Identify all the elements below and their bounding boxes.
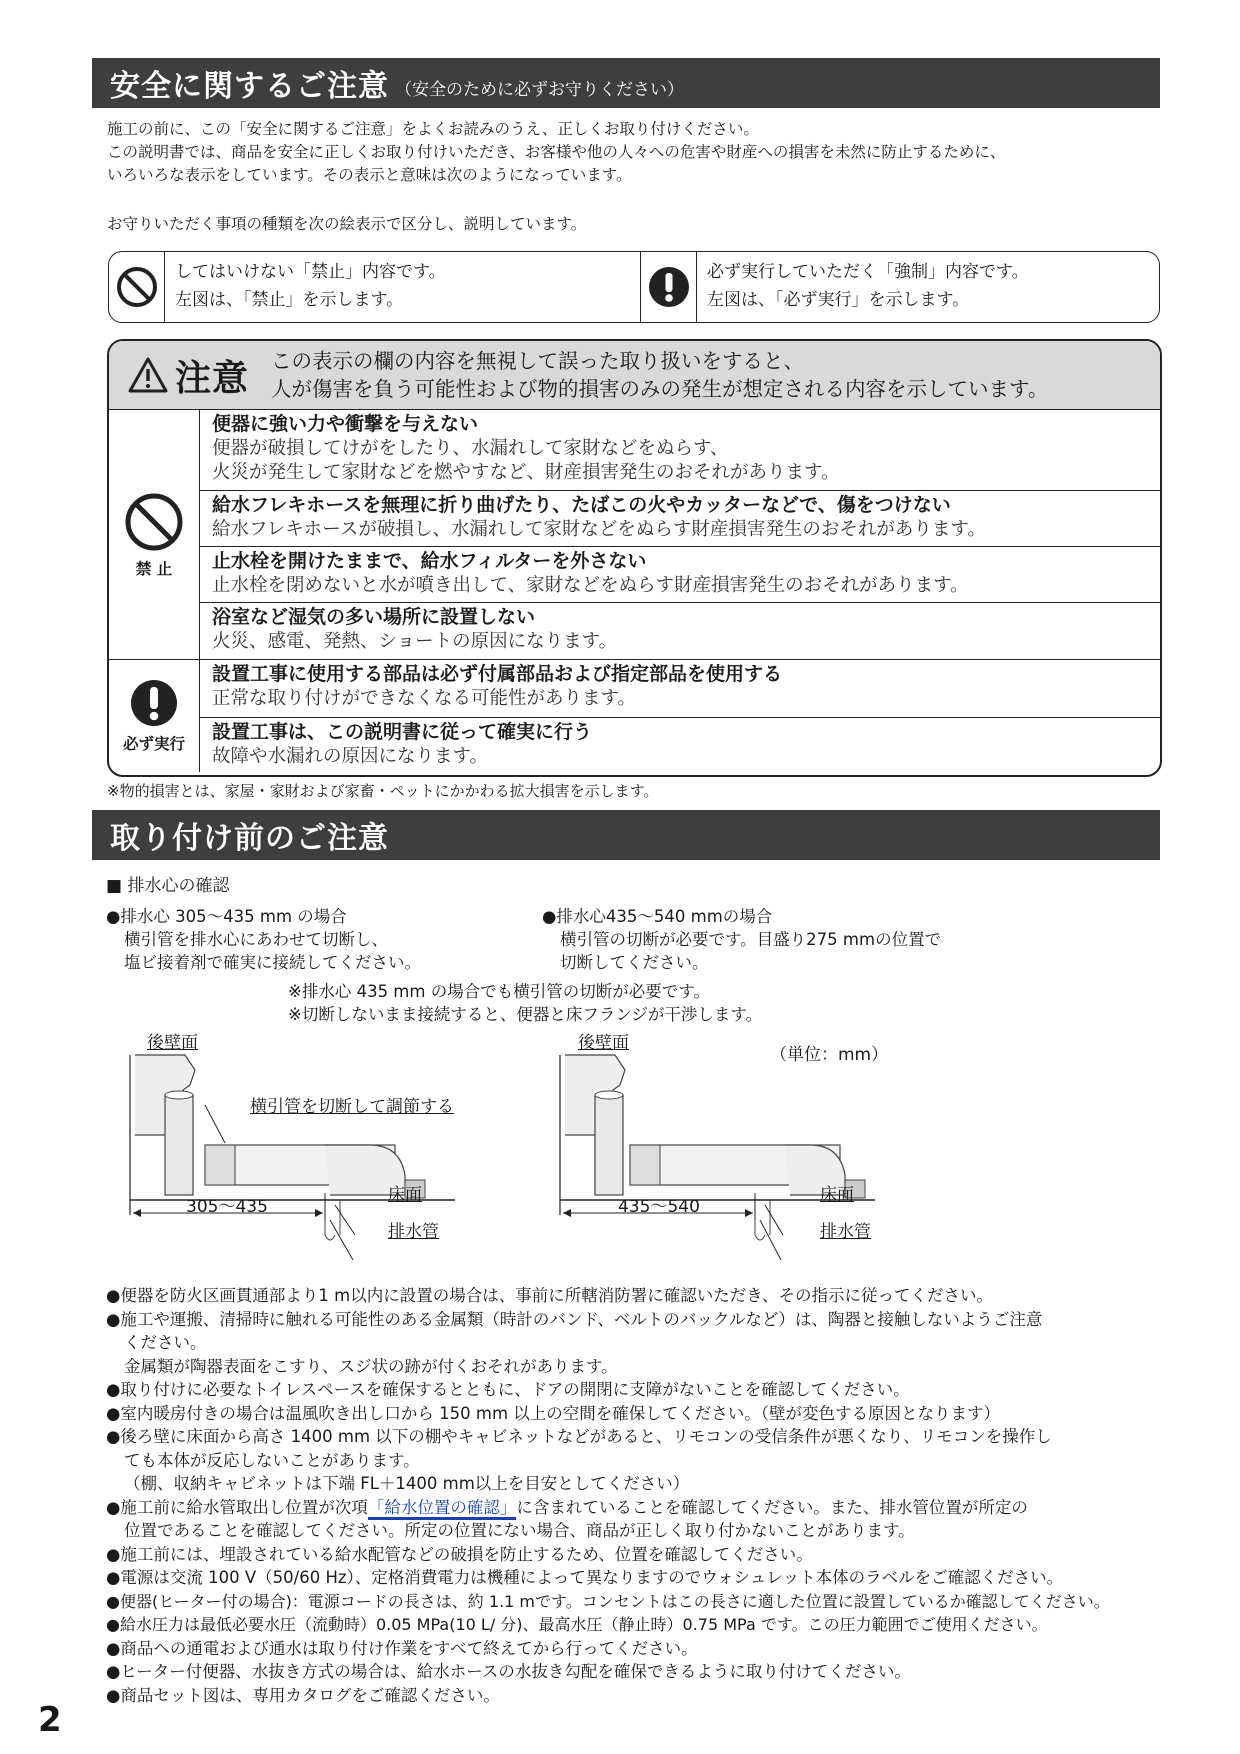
intro-line: いろいろな表示をしています。その表示と意味は次のようになっています。: [107, 166, 632, 184]
item-body: 止水栓を閉めないと水が噴き出して、家財などをぬらす財産損害発生のおそれがあります。: [212, 575, 969, 596]
caution-desc-line: 人が傷害を負う可能性および物的損害のみの発生が想定される内容を示しています。: [271, 377, 1049, 401]
mandatory-item: [200, 718, 1160, 771]
precaution-item: ●便器(ヒーター付の場合)：電源コードの長さは、約 1.1 mです。コンセントはこの長さに適した位置に設置しているか確認してください。: [106, 1591, 1110, 1611]
prohibit-label: 禁 止: [135, 559, 173, 578]
item-heading: 便器に強い力や衝撃を与えない: [212, 413, 479, 435]
link-prefix: ●施工前に給水管取出し位置が次項: [106, 1497, 368, 1517]
safety-subtitle: （安全のために必ずお守りください）: [395, 79, 684, 100]
prohibit-explanation: [165, 252, 641, 322]
mandatory-row: [109, 660, 1160, 772]
precaution-item: ●商品セット図は、専用カタログをご確認ください。: [106, 1685, 500, 1705]
range-label-2: 435〜540: [618, 1197, 700, 1217]
mandatory-icon: [129, 678, 179, 728]
caution-footnote: ※物的損害とは、家屋・家財および家畜・ペットにかかわる拡大損害を示します。: [107, 782, 659, 800]
prohibit-line: してはいけない「禁止」内容です。: [175, 262, 446, 282]
mandatory-label-cell: [109, 660, 200, 772]
item-heading: 浴室など湿気の多い場所に設置しない: [212, 606, 536, 628]
page-number: 2: [38, 1700, 62, 1740]
classification-text: お守りいただく事項の種類を次の絵表示で区分し、説明しています。: [107, 215, 587, 233]
safety-header: [92, 58, 1160, 108]
precaution-item: 金属類が陶器表面をこすり、スジ状の跡が付くおそれがあります。: [124, 1356, 618, 1376]
drain-notes: [288, 980, 762, 1026]
warning-icon: [127, 356, 169, 394]
mandatory-line: 左図は、「必ず実行」を示します。: [707, 290, 970, 310]
case2-line: 切断してください。: [560, 953, 709, 972]
item-body: 火災、感電、発熱、ショートの原因になります。: [212, 631, 618, 652]
item-body: 給水フレキホースが破損し、水漏れして家財などをぬらす財産損害発生のおそれがあります。: [212, 519, 986, 540]
precaution-item: ●後ろ壁に床面から高さ 1400 mm 以下の棚やキャビネットなどがあると、リモコンの受信条件が悪くなり、リモコンを操作し: [106, 1427, 1052, 1446]
precaution-item: ●商品への通電および通水は取り付け作業をすべて終えてから行ってください。: [106, 1638, 698, 1658]
caution-description: [271, 347, 1048, 403]
item-heading: 給水フレキホースを無理に折り曲げたり、たばこの火やカッターなどで、傷をつけない: [212, 494, 951, 516]
precaution-item-with-link: [106, 1496, 1110, 1520]
mandatory-label: 必ず実行: [122, 735, 185, 753]
prohibit-item: [200, 547, 1160, 603]
prohibit-item: [200, 603, 1160, 658]
mandatory-item: [200, 660, 1160, 718]
cut-label: 横引管を切断して調節する: [250, 1097, 454, 1117]
caution-box: [107, 339, 1162, 777]
water-supply-position-link[interactable]: 「給水位置の確認」: [368, 1498, 517, 1520]
range-label-1: 305〜435: [186, 1197, 268, 1217]
precaution-item: ●施工前には、埋設されている給水配管などの破損を防止するため、位置を確認してください。: [106, 1544, 813, 1564]
mandatory-line: 必ず実行していただく「強制」内容です。: [707, 262, 1029, 282]
precaution-item: （棚、収納キャビネットは下端 FL＋1400 mm以上を目安としてください）: [124, 1474, 690, 1493]
prohibit-item: [200, 491, 1160, 547]
case2-line: 横引管の切断が必要です。目盛り275 mmの位置で: [560, 930, 942, 949]
drain-diagram-1: [125, 1035, 505, 1260]
link-suffix: に含まれていることを確認してください。また、排水管位置が所定の: [516, 1497, 1028, 1517]
drain-pipe-label-1: 排水管: [388, 1222, 439, 1242]
unit-label: （単位：mm）: [770, 1045, 889, 1065]
before-header: [92, 810, 1160, 860]
precautions-list: [106, 1284, 1110, 1707]
caution-desc-line: この表示の欄の内容を無視して誤った取り扱いをすると、: [271, 349, 805, 373]
item-body: 便器が破損してけがをしたり、水漏れして家財などをぬらす、: [212, 438, 729, 459]
precaution-item: ても本体が反応しないことがあります。: [124, 1450, 420, 1470]
item-heading: 設置工事は、この説明書に従って確実に行う: [212, 721, 593, 743]
precaution-item: ●給水圧力は最低必要水圧（流動時）0.05 MPa(10 L/ 分)、最高水圧（静止時）0.75 MPa です。この圧力範囲でご使用ください。: [106, 1615, 1048, 1634]
precaution-item: ●ヒーター付便器、水抜き方式の場合は、給水ホースの水抜き勾配を確保できるように取り付けてください。: [106, 1662, 911, 1681]
item-heading: 設置工事に使用する部品は必ず付属部品および指定部品を使用する: [212, 663, 783, 685]
before-title: 取り付け前のご注意: [110, 821, 389, 856]
drain-pipe-label-2: 排水管: [820, 1222, 871, 1242]
intro-line: 施工の前に、この「安全に関するご注意」をよくお読みのうえ、正しくお取り付けください。: [107, 120, 759, 138]
note-line: ※排水心 435 mm の場合でも横引管の切断が必要です。: [288, 982, 710, 1001]
prohibit-items: [200, 410, 1160, 659]
prohibit-icon: [123, 491, 185, 553]
precaution-item: ●電源は交流 100 V（50/60 Hz）、定格消費電力は機種によって異なりますのでウォシュレット本体のラベルをご確認ください。: [106, 1568, 1064, 1587]
case2: [542, 905, 941, 974]
safety-title: 安全に関するご注意: [110, 69, 389, 104]
mandatory-explanation: [697, 252, 1159, 322]
precaution-item: 位置であることを確認してください。所定の位置にない場合、商品が正しく取り付かないことがあります。: [124, 1521, 915, 1540]
prohibit-item: [200, 410, 1160, 491]
case1-line: 横引管を排水心にあわせて切断し、: [124, 930, 388, 949]
case2-title: ●排水心435〜540 mmの場合: [542, 907, 773, 926]
safety-intro: [107, 118, 1005, 187]
item-body: 火災が発生して家財などを燃やすなど、財産損害発生のおそれがあります。: [212, 462, 840, 483]
mandatory-icon: [641, 252, 697, 322]
floor-label-1: 床面: [388, 1185, 422, 1205]
mandatory-items: [200, 660, 1160, 772]
floor-label-2: 床面: [820, 1185, 854, 1205]
precaution-item: ください。: [124, 1333, 207, 1352]
symbol-legend: [108, 251, 1160, 323]
prohibit-icon: [109, 252, 165, 322]
precaution-item: ●施工や運搬、清掃時に触れる可能性のある金属類（時計のバンド、ベルトのバックルなど）は、陶器と接触しないようご注意: [106, 1309, 1043, 1329]
item-body: 故障や水漏れの原因になります。: [212, 746, 489, 767]
item-body: 正常な取り付けができなくなる可能性があります。: [212, 688, 637, 709]
precaution-item: ●便器を防火区画貫通部より1 m以内に設置の場合は、事前に所轄消防署に確認いただき、その指示に従ってください。: [106, 1286, 994, 1305]
case1-line: 塩ビ接着剤で確実に接続してください。: [124, 953, 421, 972]
precaution-item: ●室内暖房付きの場合は温風吹き出し口から 150 mm 以上の空間を確保してください。（壁が変色する原因となります）: [106, 1403, 1001, 1423]
case1-title: ●排水心 305〜435 mm の場合: [106, 907, 347, 926]
caution-header: [109, 341, 1160, 410]
intro-line: この説明書では、商品を安全に正しくお取り付けいただき、お客様や他の人々への危害や財産への損害を未然に防止するために、: [107, 143, 1006, 161]
prohibit-row: [109, 410, 1160, 660]
wall-label-1: 後壁面: [147, 1033, 198, 1053]
caution-label: 注意: [175, 357, 250, 399]
wall-label-2: 後壁面: [578, 1033, 629, 1053]
prohibit-label-cell: [109, 410, 200, 659]
drain-heading: ■ 排水心の確認: [106, 876, 230, 896]
case1: [106, 905, 421, 974]
precaution-item: ●取り付けに必要なトイレスペースを確保するとともに、ドアの開閉に支障がないことを確認してください。: [106, 1380, 910, 1399]
note-line: ※切断しないまま接続すると、便器と床フランジが干渉します。: [288, 1005, 763, 1024]
prohibit-line: 左図は、「禁止」を示します。: [175, 290, 404, 310]
item-heading: 止水栓を開けたままで、給水フィルターを外さない: [212, 550, 647, 572]
